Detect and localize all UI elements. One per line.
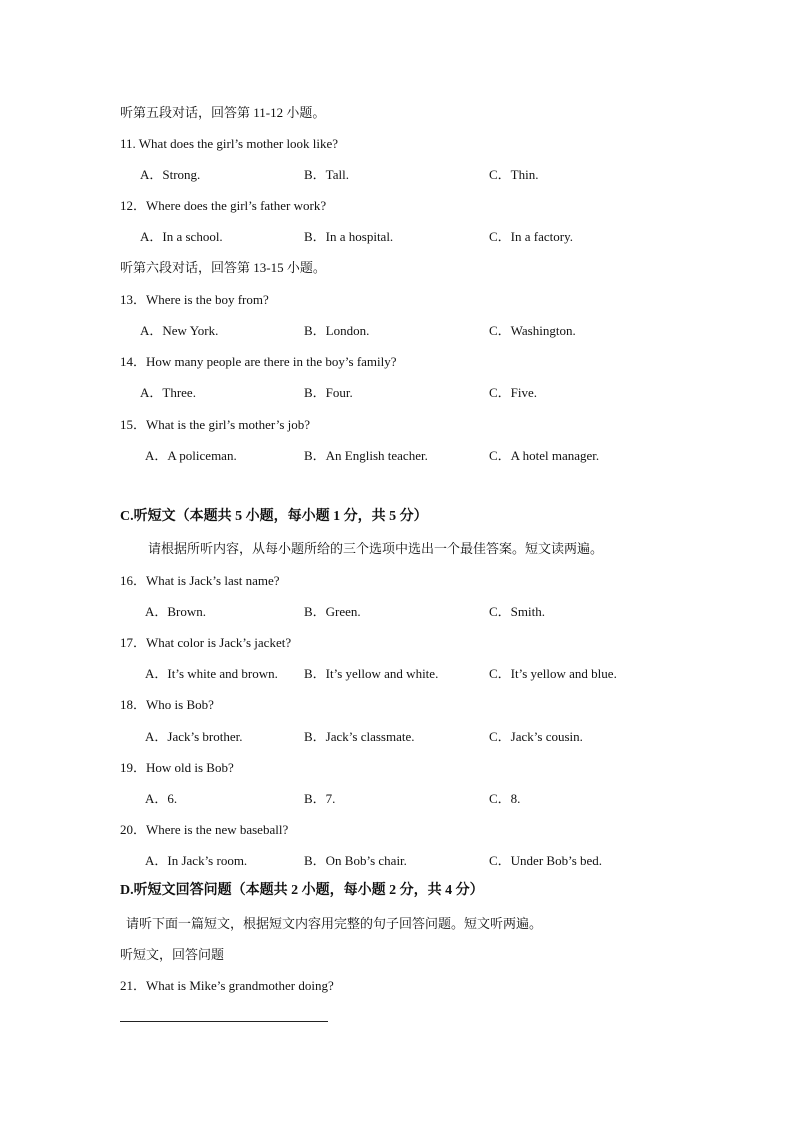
q12-option-c: C．In a factory. [489, 229, 573, 244]
part-d-instruction: 请听下面一篇短文，根据短文内容用完整的句子回答问题。短文听两遍。 [126, 916, 543, 931]
question-16: 16．What is Jack’s last name? [120, 573, 280, 588]
q17-option-a: A．It’s white and brown. [145, 666, 278, 681]
part-c-instruction: 请根据所听内容，从每小题所给的三个选项中选出一个最佳答案。短文读两遍。 [148, 541, 604, 556]
section6-intro: 听第六段对话，回答第 13-15 小题。 [120, 260, 326, 275]
q11-option-b: B．Tall. [304, 167, 349, 182]
question-13: 13．Where is the boy from? [120, 292, 269, 307]
q12-option-b: B．In a hospital. [304, 229, 394, 244]
q12-option-a: A．In a school. [140, 229, 223, 244]
q11-option-a: A．Strong. [140, 167, 201, 182]
q13-option-b: B．London. [304, 323, 370, 338]
question-15: 15．What is the girl’s mother’s job? [120, 417, 311, 432]
question-17: 17．What color is Jack’s jacket? [120, 635, 292, 650]
q20-option-c: C．Under Bob’s bed. [489, 853, 603, 868]
answer-line[interactable] [120, 1021, 328, 1022]
q16-option-b: B．Green. [304, 604, 361, 619]
q15-option-a: A．A policeman. [145, 448, 237, 463]
q17-option-c: C．It’s yellow and blue. [489, 666, 617, 681]
part-d-sub-intro: 听短文，回答问题 [120, 947, 225, 962]
q19-option-c: C．8. [489, 791, 521, 806]
question-21: 21．What is Mike’s grandmother doing? [120, 978, 334, 993]
q11-option-c: C．Thin. [489, 167, 539, 182]
question-14: 14．How many people are there in the boy’s family? [120, 354, 397, 369]
section5-intro: 听第五段对话，回答第 11-12 小题。 [120, 105, 326, 120]
part-d-heading: D.听短文回答问题（本题共 2 小题，每小题 2 分，共 4 分） [120, 883, 484, 898]
q15-option-c: C．A hotel manager. [489, 448, 600, 463]
part-c-heading: C.听短文（本题共 5 小题，每小题 1 分，共 5 分） [120, 509, 428, 524]
q18-option-b: B．Jack’s classmate. [304, 729, 415, 744]
q20-option-b: B．On Bob’s chair. [304, 853, 407, 868]
question-19: 19．How old is Bob? [120, 760, 234, 775]
q13-option-a: A．New York. [140, 323, 219, 338]
question-11: 11. What does the girl’s mother look like? [120, 136, 339, 151]
question-18: 18．Who is Bob? [120, 697, 214, 712]
q14-option-b: B．Four. [304, 385, 353, 400]
question-20: 20．Where is the new baseball? [120, 822, 289, 837]
q14-option-a: A．Three. [140, 385, 196, 400]
q15-option-b: B．An English teacher. [304, 448, 428, 463]
q18-option-a: A．Jack’s brother. [145, 729, 243, 744]
q18-option-c: C．Jack’s cousin. [489, 729, 583, 744]
q14-option-c: C．Five. [489, 385, 538, 400]
question-12: 12．Where does the girl’s father work? [120, 198, 327, 213]
q16-option-c: C．Smith. [489, 604, 545, 619]
q13-option-c: C．Washington. [489, 323, 576, 338]
q19-option-b: B．7. [304, 791, 336, 806]
q19-option-a: A．6. [145, 791, 178, 806]
q16-option-a: A．Brown. [145, 604, 207, 619]
q17-option-b: B．It’s yellow and white. [304, 666, 439, 681]
q20-option-a: A．In Jack’s room. [145, 853, 248, 868]
